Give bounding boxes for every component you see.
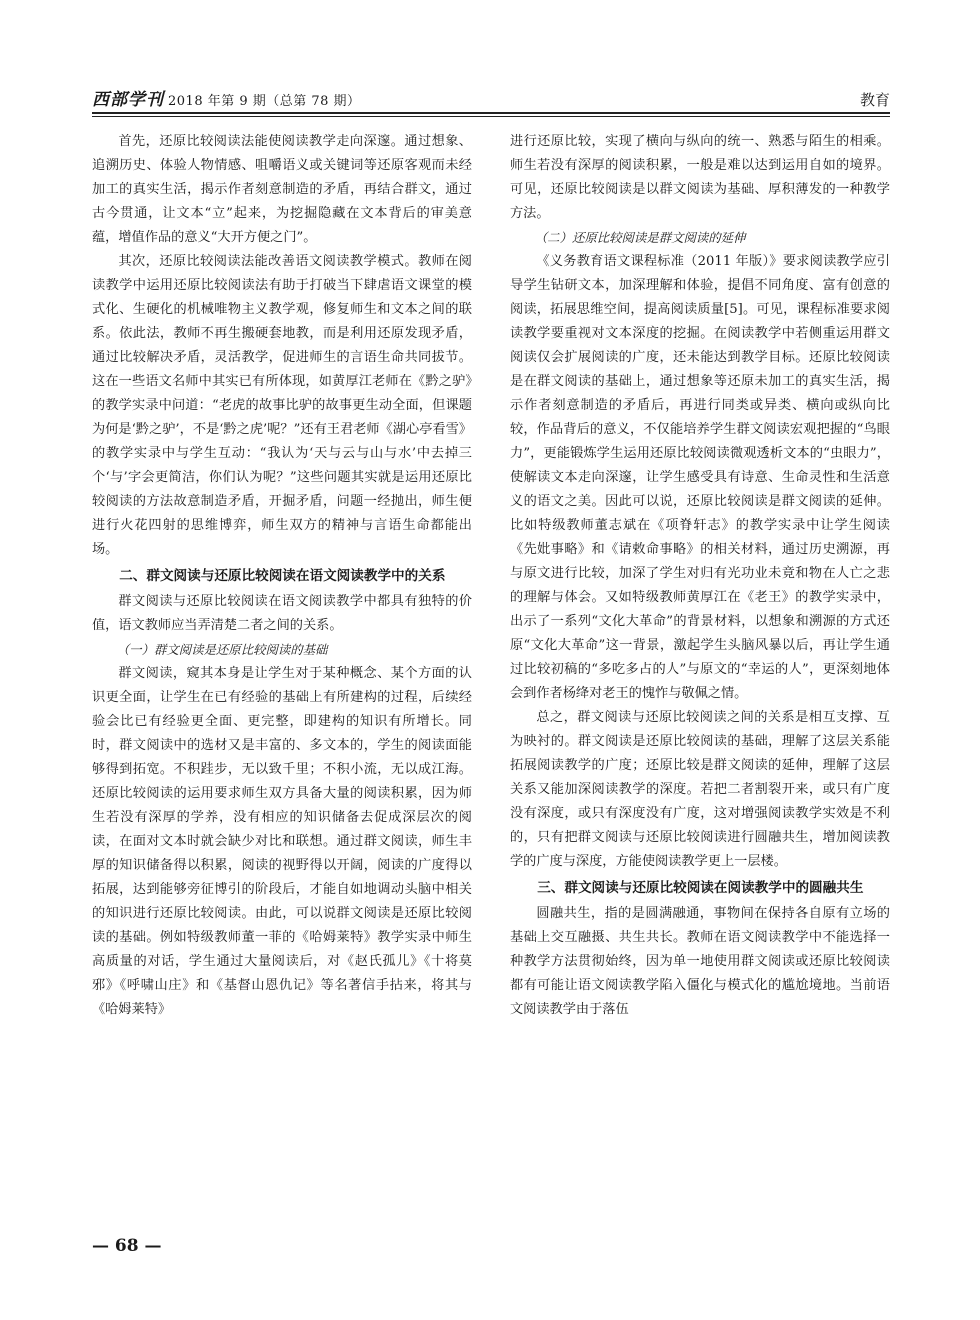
journal-issue: 2018 年第 9 期（总第 78 期） — [168, 94, 361, 109]
header-rule — [92, 112, 890, 114]
left-column — [92, 130, 472, 1022]
journal-name: 西部学刊 — [92, 90, 164, 110]
paragraph: 圆融共生，指的是圆满融通，事物间在保持各自原有立场的基础上交互融摄、共生共长。教师在语文阅读教学中不能选择一种教学方法贯彻始终，因为单一地使用群文阅读或还原比较阅读都有可能让语文阅读教学陷入僵化与模式化的尴尬境地。当前语文阅读教学由于落伍 — [510, 906, 890, 1017]
page-number: — 68 — — [92, 1236, 162, 1256]
paragraph: 群文阅读与还原比较阅读在语文阅读教学中都具有独特的价值，语文教师应当弄清楚二者之间的关系。 — [92, 594, 472, 633]
section-heading: 三、群文阅读与还原比较阅读在阅读教学中的圆融共生 — [537, 880, 864, 896]
right-column — [510, 130, 890, 1022]
section-heading: 二、群文阅读与还原比较阅读在语文阅读教学中的关系 — [119, 568, 446, 584]
subsection-heading: （一）群文阅读是还原比较阅读的基础 — [116, 642, 328, 657]
subsection-heading: （二）还原比较阅读是群文阅读的延伸 — [534, 230, 746, 245]
section-label: 教育 — [859, 91, 890, 109]
paragraph: 进行还原比较，实现了横向与纵向的统一、熟悉与陌生的相乘。师生若没有深厚的阅读积累，一般是难以达到运用自如的境界。可见，还原比较阅读是以群文阅读为基础、厚积薄发的一种教学方法。 — [510, 134, 890, 221]
paragraph: 群文阅读，窥其本身是让学生对于某种概念、某个方面的认识更全面，让学生在已有经验的基础上有所建构的过程，后续经验会比已有经验更全面、更完整，即建构的知识有所增长。同时，群文阅读中的选材又是丰富的、多文本的，学生的阅读面能够得到拓宽。不积跬步，无以致千里；不积小流，无以成江海。还原比较阅读的运用要求师生双方具备大量的阅读积累，因为师生若没有深厚的学养，没有相应的知识储备去促成深层次的阅读，在面对文本时就会缺少对比和联想。通过群文阅读，师生丰厚的知识储备得以积累，阅读的视野得以开阔，阅读的广度得以拓展，达到能够旁征博引的阶段后，才能自如地调动头脑中相关的知识进行还原比较阅读。由此，可以说群文阅读是还原比较阅读的基础。例如特级教师董一菲的《哈姆莱特》教学实录中师生高质量的对话，学生通过大量阅读后，对《赵氏孤儿》《十将莫邪》《呼啸山庄》和《基督山恩仇记》等名著信手拈来，将其与《哈姆莱特》 — [92, 666, 472, 1017]
journal-info — [92, 85, 361, 110]
paragraph: 总之，群文阅读与还原比较阅读之间的关系是相互支撑、互为映衬的。群文阅读是还原比较阅读的基础，理解了这层关系能拓展阅读教学的广度；还原比较是群文阅读的延伸，理解了这层关系又能加深阅读教学的深度。若把二者割裂开来，或只有广度没有深度，或只有深度没有广度，这对增强阅读教学实效是不利的，只有把群文阅读与还原比较阅读进行圆融共生，增加阅读教学的广度与深度，方能使阅读教学更上一层楼。 — [510, 710, 890, 869]
paragraph: 首先，还原比较阅读法能使阅读教学走向深邃。通过想象、追溯历史、体验人物情感、咀嚼语义或关键词等还原客观而未经加工的真实生活，揭示作者刻意制造的矛盾，再结合群文，通过古今贯通，让文本“立”起来，为挖掘隐藏在文本背后的审美意蕴，增值作品的意义“大开方便之门”。 — [92, 134, 472, 245]
page-header — [92, 86, 890, 112]
paragraph: 《义务教育语文课程标准（2011 年版）》要求阅读教学应引导学生钻研文本，加深理解和体验，提倡不同角度、富有创意的阅读，拓展思维空间，提高阅读质量[5]。可见，课程标准要求阅读教学要重视对文本深度的挖掘。在阅读教学中若侧重运用群文阅读仅会扩展阅读的广度，还未能达到教学目标。还原比较阅读是在群文阅读的基础上，通过想象等还原未加工的真实生活，揭示作者刻意制造的矛盾后，再进行同类或异类、横向或纵向比较，作品背后的意义，不仅能培养学生群文阅读宏观把握的“鸟眼力”，更能锻炼学生运用还原比较阅读微观透析文本的“虫眼力”，使解读文本走向深邃，让学生感受具有诗意、生命灵性和生活意义的语文之美。因此可以说，还原比较阅读是群文阅读的延伸。比如特级教师董志斌在《项脊轩志》的教学实录中让学生阅读《先妣事略》和《请敕命事略》的相关材料，通过历史溯源，再与原文进行比较，加深了学生对归有光功业未竟和物在人亡之悲的理解与体会。又如特级教师黄厚江在《老王》的教学实录中，出示了一系列“文化大革命”的背景材料，以想象和溯源的方式还原“文化大革命”这一背景，激起学生头脑风暴以后，再让学生通过比较初稿的“多吃多占的人”与原文的“幸运的人”，更深刻地体会到作者杨绛对老王的愧怍与敬佩之情。 — [510, 254, 890, 701]
header-rule-thin — [92, 116, 890, 117]
paragraph: 其次，还原比较阅读法能改善语文阅读教学模式。教师在阅读教学中运用还原比较阅读法有助于打破当下肆虐语文课堂的模式化、生硬化的机械唯物主义教学观，修复师生和文本之间的联系。依此法，教师不再生搬硬套地教，而是利用还原发现矛盾，通过比较解决矛盾，灵活教学，促进师生的言语生命共同拔节。这在一些语文名师中其实已有所体现，如黄厚江老师在《黔之驴》的教学实录中问道：“老虎的故事比驴的故事更生动全面，但课题为何是‘黔之驴’，不是‘黔之虎’呢？”还有王君老师《湖心亭看雪》的教学实录中与学生互动：“我认为‘天与云与山与水’中去掉三个‘与’字会更简洁，你们认为呢？”这些问题其实就是运用还原比较阅读的方法故意制造矛盾，开掘矛盾，问题一经抛出，师生便进行火花四射的思维博弈，师生双方的精神与言语生命都能出场。 — [92, 254, 472, 557]
